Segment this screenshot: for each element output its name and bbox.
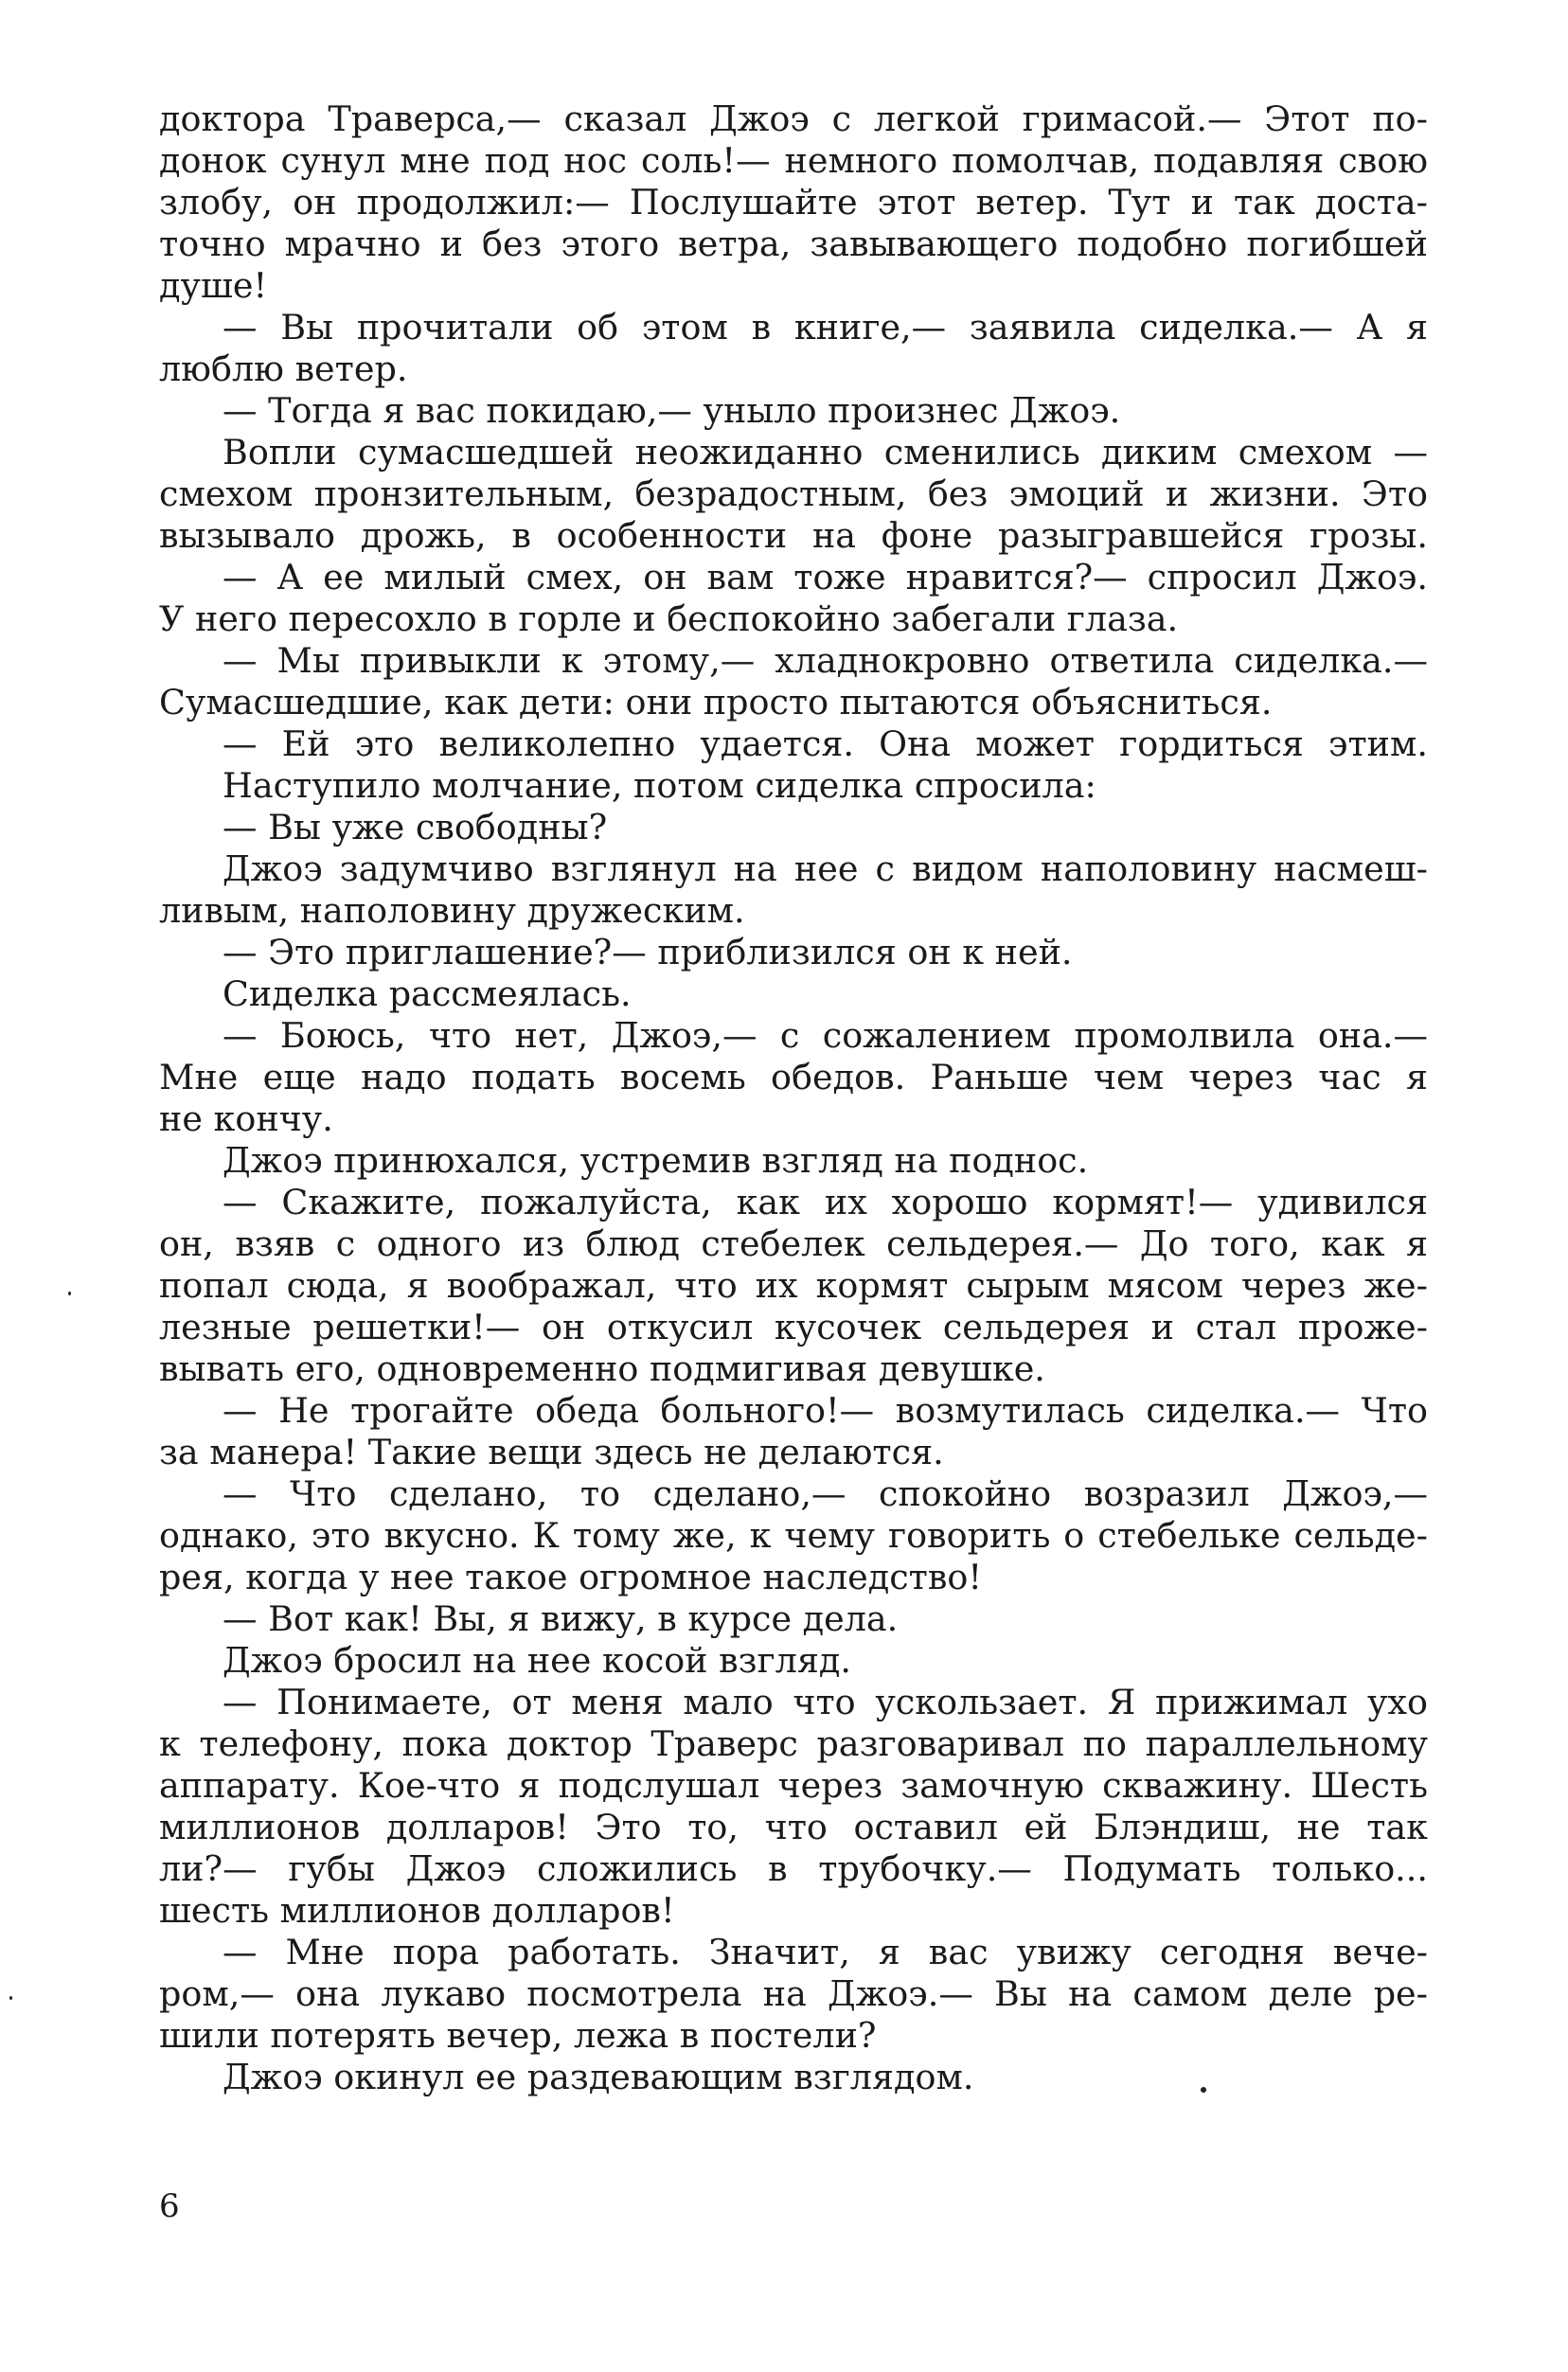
- text-line: — Мне пора работать. Значит, я вас увижу сегодня вече-: [223, 1932, 1428, 1972]
- text-line: аппарату. Кое-что я подслушал через замочную скважину. Шесть: [159, 1765, 1428, 1806]
- page-number: 6: [159, 2187, 180, 2225]
- text-line: не кончу.: [159, 1098, 333, 1139]
- text-line: — Ей это великолепно удается. Она может гордиться этим.: [223, 723, 1428, 764]
- text-line: за манера! Такие вещи здесь не делаются.: [159, 1432, 944, 1472]
- text-line: Джоэ принюхался, устремив взгляд на поднос.: [223, 1140, 1089, 1181]
- text-line: люблю ветер.: [159, 348, 408, 389]
- text-line: донок сунул мне под нос соль!— немного помолчав, подавляя свою: [159, 140, 1428, 181]
- text-line: Джоэ бросил на нее косой взгляд.: [223, 1640, 851, 1681]
- text-line: Джоэ задумчиво взглянул на нее с видом наполовину насмеш-: [223, 848, 1428, 889]
- text-line: вывать его, одновременно подмигивая девушке.: [159, 1348, 1045, 1389]
- text-line: Сумасшедшие, как дети: они просто пытаются объясниться.: [159, 682, 1273, 722]
- text-line: лезные решетки!— он откусил кусочек сельдерея и стал проже-: [159, 1307, 1428, 1347]
- print-speck: [9, 1996, 12, 2000]
- text-line: — Мы привыкли к этому,— хладнокровно ответила сиделка.—: [223, 640, 1428, 681]
- text-line: У него пересохло в горле и беспокойно забегали глаза.: [159, 598, 1179, 639]
- text-line: Сиделка рассмеялась.: [223, 973, 632, 1014]
- text-line: Джоэ окинул ее раздевающим взглядом.: [223, 2057, 974, 2097]
- text-line: шесть миллионов долларов!: [159, 1890, 675, 1931]
- text-line: — Боюсь, что нет, Джоэ,— с сожалением промолвила она.—: [223, 1015, 1428, 1056]
- text-line: Наступило молчание, потом сиделка спросила:: [223, 765, 1096, 806]
- text-line: Мне еще надо подать восемь обедов. Раньше чем через час я: [159, 1057, 1428, 1097]
- text-line: — Вы прочитали об этом в книге,— заявила сиделка.— А я: [223, 307, 1428, 348]
- text-line: ли?— губы Джоэ сложились в трубочку.— Подумать только...: [159, 1848, 1428, 1889]
- text-line: — А ее милый смех, он вам тоже нравится?— спросил Джоэ.: [223, 557, 1428, 597]
- text-line: рея, когда у нее такое огромное наследство!: [159, 1557, 983, 1597]
- text-line: он, взяв с одного из блюд стебелек сельдерея.— До того, как я: [159, 1223, 1428, 1264]
- text-line: — Скажите, пожалуйста, как их хорошо кормят!— удивился: [223, 1182, 1428, 1222]
- text-line: попал сюда, я воображал, что их кормят сырым мясом через же-: [159, 1265, 1428, 1306]
- text-line: ром,— она лукаво посмотрела на Джоэ.— Вы на самом деле ре-: [159, 1973, 1428, 2014]
- text-line: шили потерять вечер, лежа в постели?: [159, 2015, 877, 2056]
- text-line: — Вы уже свободны?: [223, 807, 608, 847]
- text-line: смехом пронзительным, безрадостным, без эмоций и жизни. Это: [159, 473, 1428, 514]
- print-speck: [1201, 2087, 1206, 2093]
- text-line: — Это приглашение?— приблизился он к ней.: [223, 932, 1073, 972]
- text-line: — Что сделано, то сделано,— спокойно возразил Джоэ,—: [223, 1473, 1428, 1514]
- text-line: миллионов долларов! Это то, что оставил ей Блэндиш, не так: [159, 1807, 1428, 1847]
- text-line: злобу, он продолжил:— Послушайте этот ветер. Тут и так доста-: [159, 182, 1428, 223]
- text-line: доктора Траверса,— сказал Джоэ с легкой гримасой.— Этот по-: [159, 98, 1428, 139]
- text-line: однако, это вкусно. К тому же, к чему говорить о стебельке сельде-: [159, 1515, 1428, 1556]
- text-line: к телефону, пока доктор Траверс разговаривал по параллельному: [159, 1723, 1428, 1764]
- print-speck: [68, 1292, 71, 1295]
- text-line: душе!: [159, 265, 268, 306]
- text-line: точно мрачно и без этого ветра, завывающего подобно погибшей: [159, 223, 1428, 264]
- text-line: — Не трогайте обеда больного!— возмутилась сиделка.— Что: [223, 1390, 1428, 1431]
- text-line: — Вот как! Вы, я вижу, в курсе дела.: [223, 1598, 899, 1639]
- text-line: Вопли сумасшедшей неожиданно сменились диким смехом —: [223, 432, 1428, 473]
- text-line: — Тогда я вас покидаю,— уныло произнес Джоэ.: [223, 390, 1121, 431]
- text-line: вызывало дрожь, в особенности на фоне разыгравшейся грозы.: [159, 515, 1428, 556]
- text-line: ливым, наполовину дружеским.: [159, 890, 745, 931]
- text-line: — Понимаете, от меня мало что ускользает. Я прижимал ухо: [223, 1682, 1428, 1722]
- page-text: [159, 98, 1428, 2098]
